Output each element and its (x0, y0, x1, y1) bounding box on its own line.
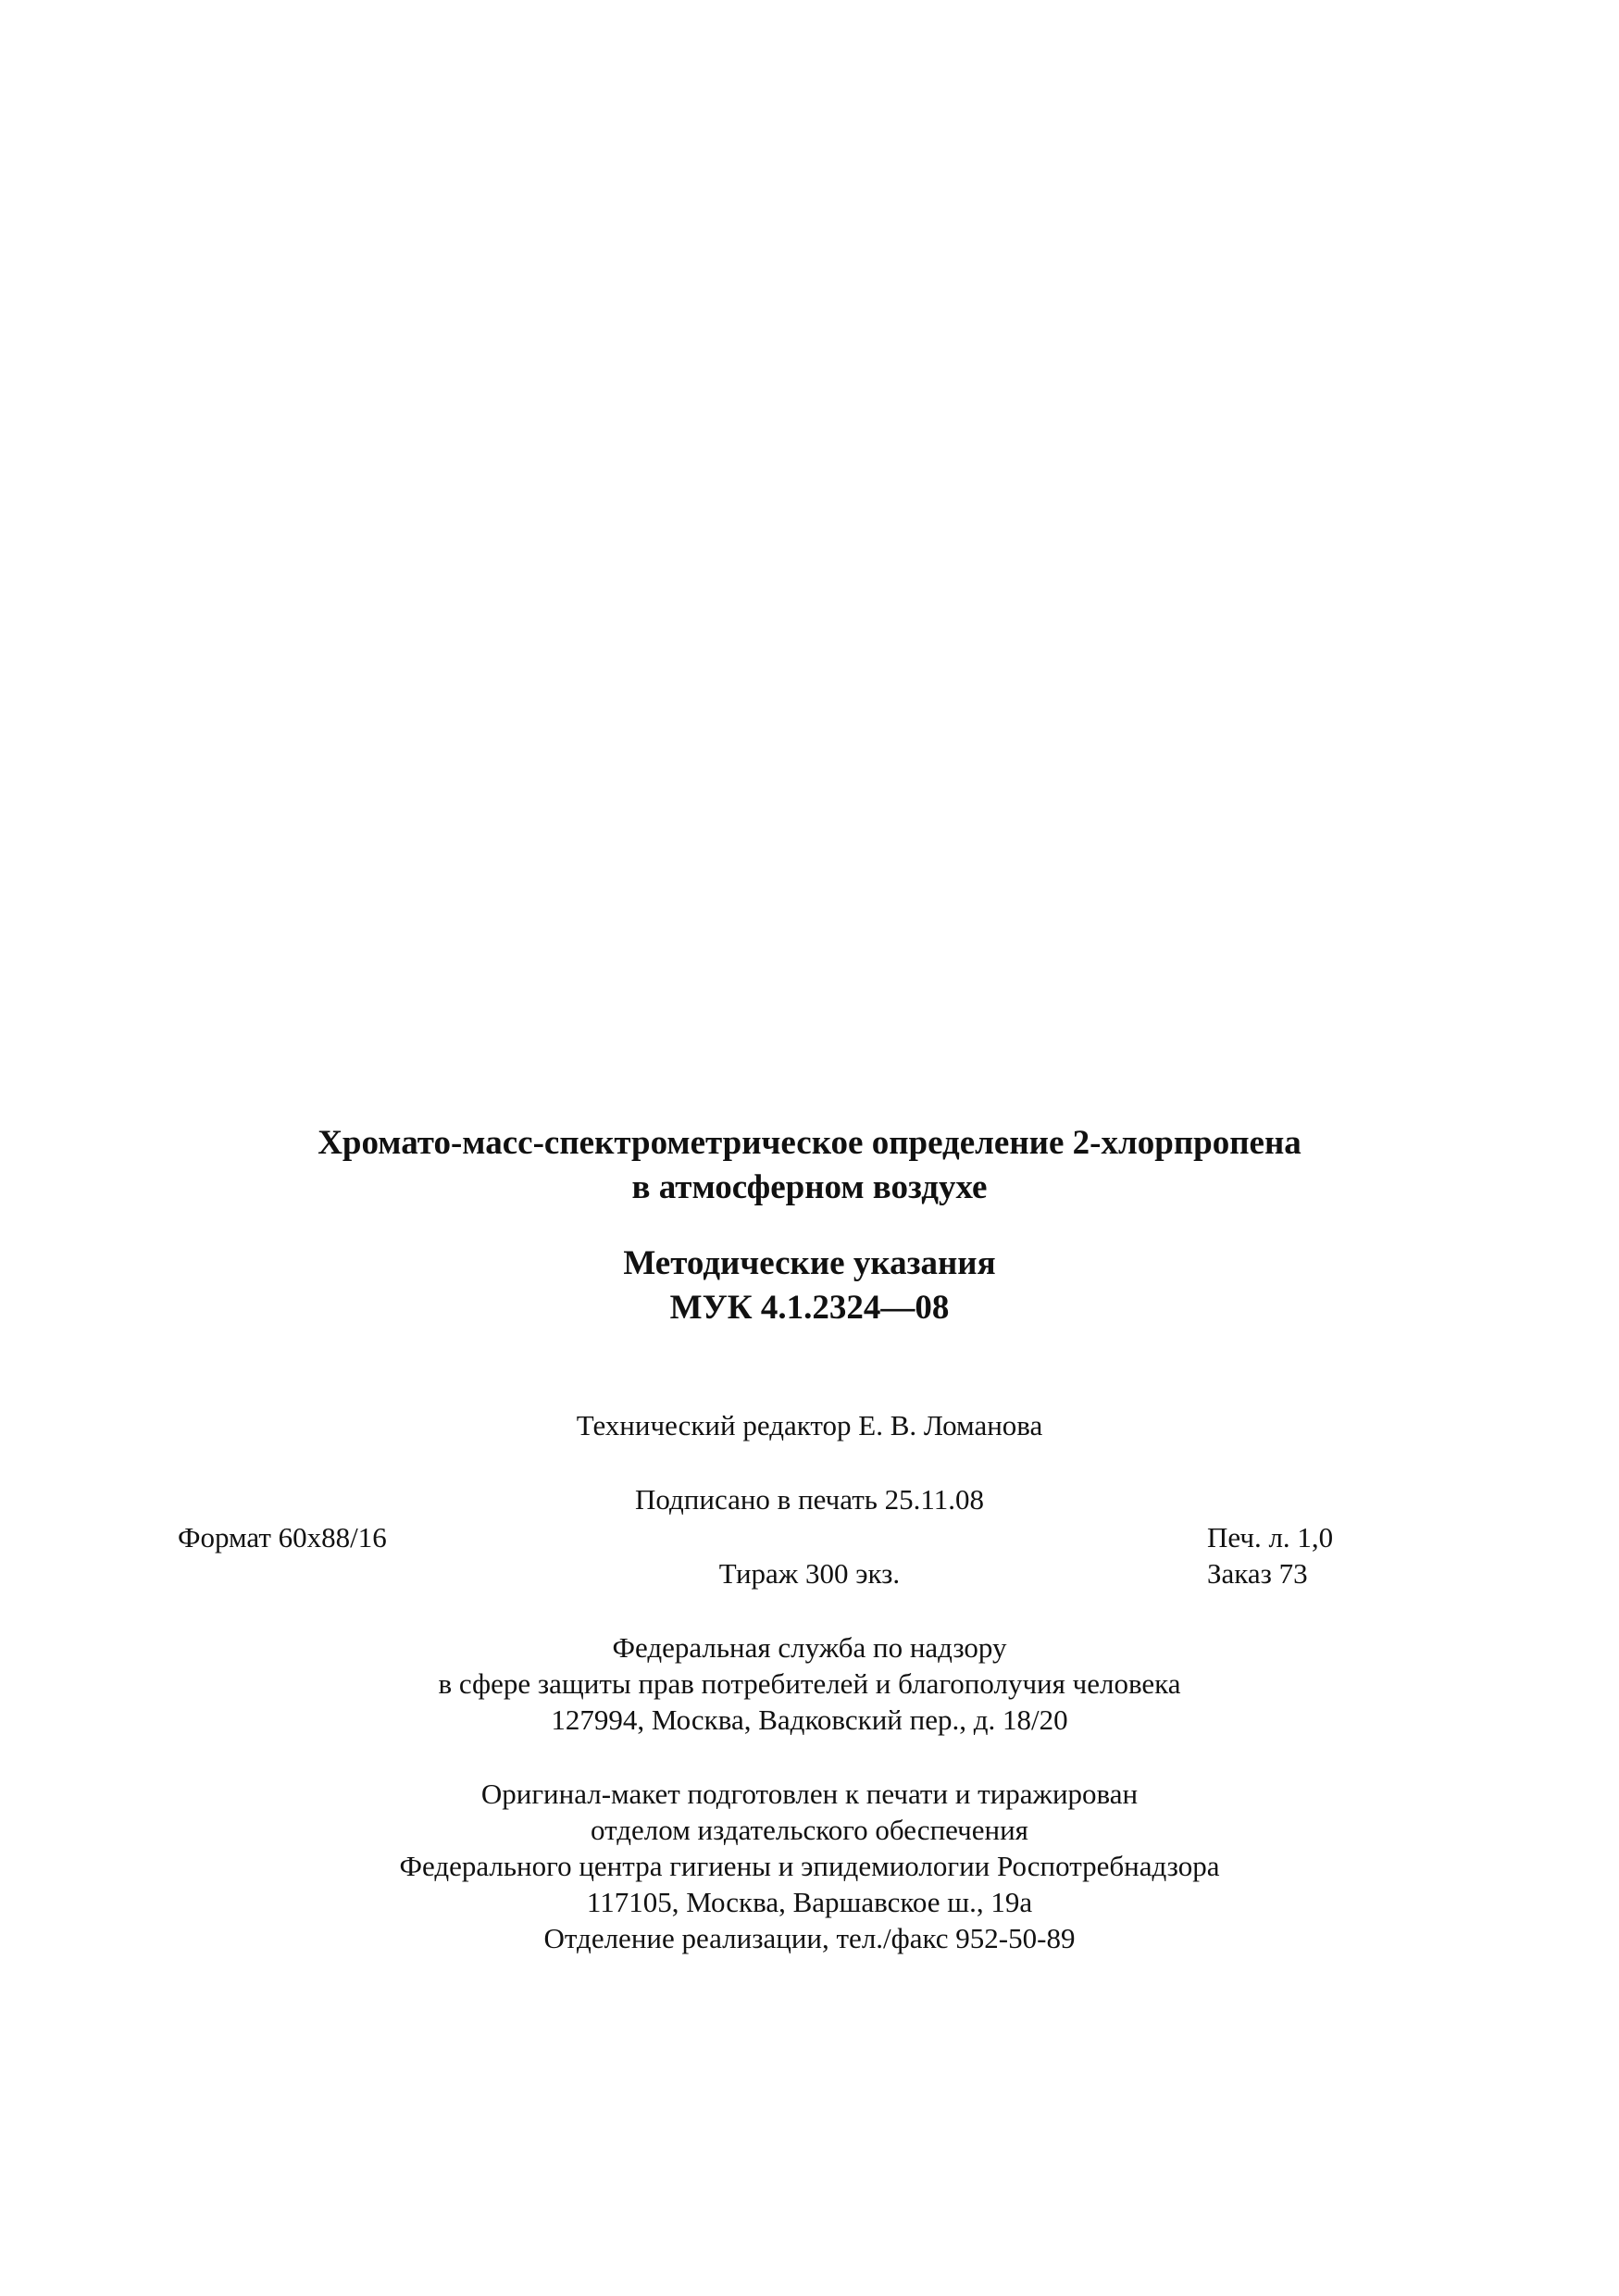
paper-format: Формат 60х88/16 (178, 1521, 387, 1554)
printer-line-1: Оригинал-макет подготовлен к печати и тиражирован (480, 1778, 1139, 1810)
technical-editor: Технический редактор Е. В. Ломанова (576, 1409, 1043, 1441)
title-line-2: в атмосферном воздухе (631, 1168, 988, 1206)
printer-address: 117105, Москва, Варшавское ш., 19а (586, 1886, 1033, 1918)
signed-to-print: Подписано в печать 25.11.08 (635, 1483, 984, 1516)
publisher-line-1: Федеральная служба по надзору (612, 1631, 1007, 1664)
printer-line-3: Федерального центра гигиены и эпидемиологии Роспотребнадзора (399, 1850, 1220, 1882)
printed-sheets: Печ. л. 1,0 (1207, 1521, 1334, 1554)
order-number: Заказ 73 (1207, 1557, 1308, 1590)
print-run: Тираж 300 экз. (718, 1557, 901, 1590)
subtitle-line-1: Методические указания (623, 1244, 996, 1282)
sales-department: Отделение реализации, тел./факс 952-50-89 (543, 1922, 1076, 1954)
printer-line-2: отделом издательского обеспечения (591, 1814, 1028, 1846)
title-line-1: Хромато-масс-спектрометрическое определение 2-хлорпропена (318, 1124, 1301, 1162)
publisher-line-2: в сфере защиты прав потребителей и благополучия человека (438, 1667, 1181, 1700)
publisher-address: 127994, Москва, Вадковский пер., д. 18/20 (551, 1703, 1068, 1736)
document-code: МУК 4.1.2324—08 (669, 1289, 950, 1327)
